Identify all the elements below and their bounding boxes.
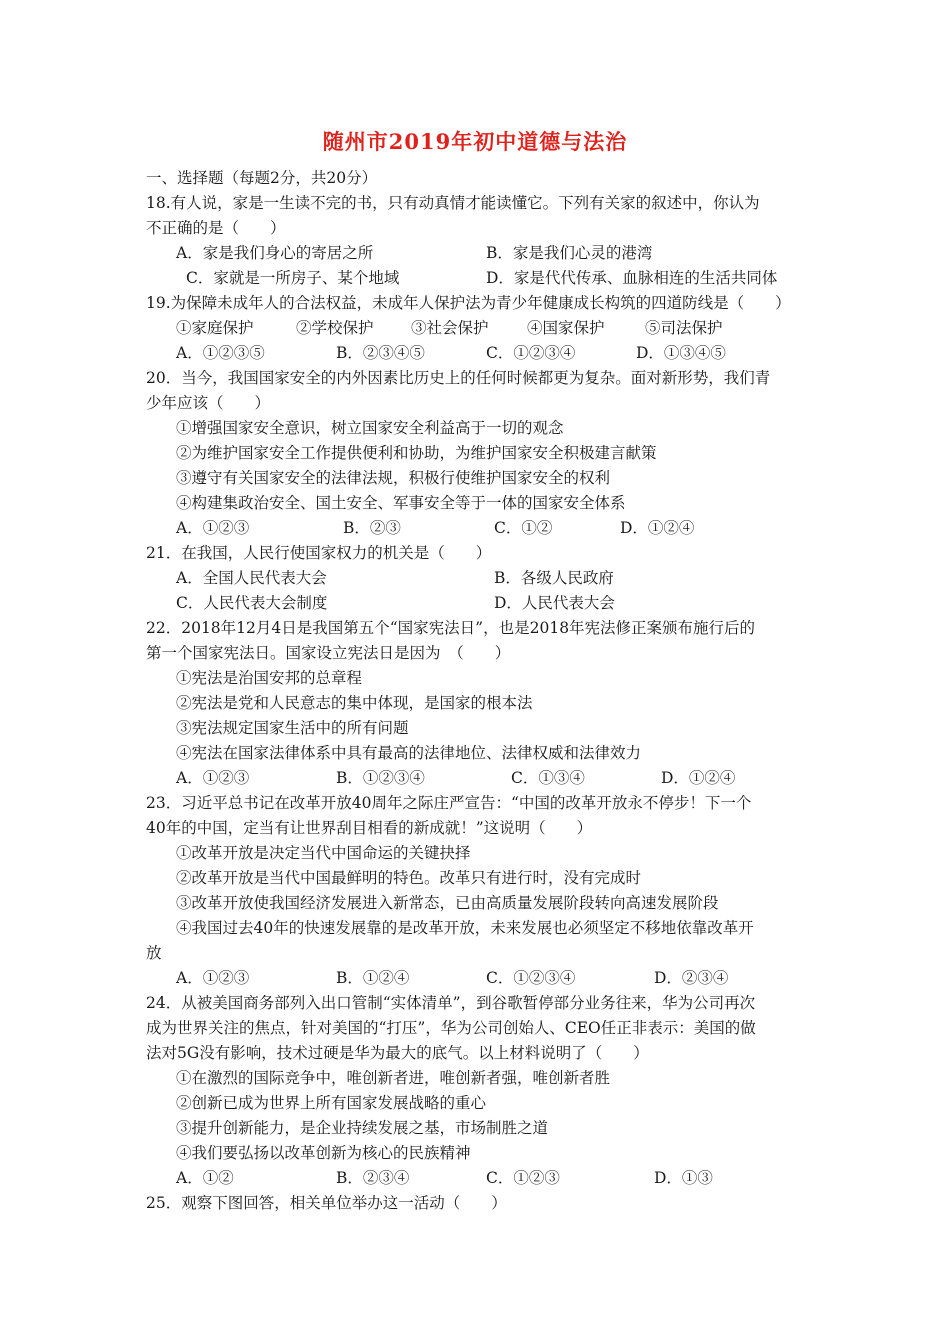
q23-option-b: B．①②④ [336,969,410,987]
q25-stem: 25．观察下图回答，相关单位举办这一活动（ ） [146,1194,507,1212]
q20-item-4: ④构建集政治安全、国土安全、军事安全等于一体的国家安全体系 [176,494,626,512]
q18-option-b: B．家是我们心灵的港湾 [486,244,653,262]
q21-option-a: A．全国人民代表大会 [176,569,327,587]
q22-stem-line-2: 第一个国家宪法日。国家设立宪法日是因为 （ ） [146,644,511,662]
q19-item-2: ②学校保护 [296,319,374,337]
q24-option-a: A．①② [176,1169,234,1187]
q21-option-d: D．人民代表大会 [494,594,615,612]
q24-option-c: C．①②③ [486,1169,560,1187]
q19-option-d: D．①③④⑤ [636,344,726,362]
q24-item-2: ②创新已成为世界上所有国家发展战略的重心 [176,1094,487,1112]
q19-option-c: C．①②③④ [486,344,576,362]
q22-stem-line-1: 22．2018年12月4日是我国第五个“国家宪法日”，也是2018年宪法修正案颁布施行后的 [146,619,756,637]
section-heading: 一、选择题（每题2分，共20分） [146,169,378,187]
q20-option-c: C．①② [494,519,553,537]
q23-stem-line-2: 40年的中国，定当有让世界刮目相看的新成就！”这说明（ ） [146,819,593,837]
q20-option-b: B．②③ [343,519,401,537]
q22-option-c: C．①③④ [511,769,585,787]
q18-stem-line-2: 不正确的是（ ） [146,219,286,237]
q20-item-2: ②为维护国家安全工作提供便利和协助，为维护国家安全积极建言献策 [176,444,657,462]
q23-item-3: ③改革开放使我国经济发展进入新常态，已由高质量发展阶段转向高速发展阶段 [176,894,719,912]
q20-stem-line-1: 20．当今，我国国家安全的内外因素比历史上的任何时候都更为复杂。面对新形势，我们青 [146,369,771,387]
q23-item-2: ②改革开放是当代中国最鲜明的特色。改革只有进行时，没有完成时 [176,869,642,887]
q23-option-c: C．①②③④ [486,969,576,987]
q23-stem-line-1: 23．习近平总书记在改革开放40周年之际庄严宣告：“中国的改革开放永不停步！下一个 [146,794,752,812]
q23-option-d: D．②③④ [654,969,729,987]
q24-stem-line-2: 成为世界关注的焦点，针对美国的“打压”，华为公司创始人、CEO任正非表示：美国的做 [146,1019,756,1037]
q18-option-a: A．家是我们身心的寄居之所 [176,244,374,262]
q21-option-b: B．各级人民政府 [494,569,614,587]
q19-option-a: A．①②③⑤ [176,344,265,362]
q19-item-1: ①家庭保护 [176,319,254,337]
q20-option-a: A．①②③ [176,519,250,537]
q19-item-4: ④国家保护 [527,319,605,337]
q22-item-1: ①宪法是治国安邦的总章程 [176,669,363,687]
q24-item-3: ③提升创新能力，是企业持续发展之基，市场制胜之道 [176,1119,549,1137]
q23-option-a: A．①②③ [176,969,250,987]
q24-stem-line-3: 法对5G没有影响，技术过硬是华为最大的底气。以上材料说明了（ ） [146,1044,649,1062]
q24-option-d: D．①③ [654,1169,713,1187]
q24-stem-line-1: 24．从被美国商务部列入出口管制“实体清单”，到谷歌暂停部分业务往来，华为公司再次 [146,994,756,1012]
q18-option-c: C．家就是一所房子、某个地域 [186,269,400,287]
q18-stem-line-1: 18.有人说，家是一生读不完的书，只有动真情才能读懂它。下列有关家的叙述中，你认为 [146,194,760,212]
q23-item-4-cont: 放 [146,944,162,962]
q20-option-d: D．①②④ [620,519,695,537]
q22-option-b: B．①②③④ [336,769,425,787]
q19-item-5: ⑤司法保护 [645,319,723,337]
q22-item-3: ③宪法规定国家生活中的所有问题 [176,719,409,737]
q22-item-4: ④宪法在国家法律体系中具有最高的法律地位、法律权威和法律效力 [176,744,642,762]
q22-item-2: ②宪法是党和人民意志的集中体现，是国家的根本法 [176,694,533,712]
q21-option-c: C．人民代表大会制度 [176,594,328,612]
q24-item-4: ④我们要弘扬以改革创新为核心的民族精神 [176,1144,471,1162]
q22-option-d: D．①②④ [661,769,736,787]
q24-item-1: ①在激烈的国际竞争中，唯创新者进，唯创新者强，唯创新者胜 [176,1069,611,1087]
q19-stem: 19.为保障未成年人的合法权益，未成年人保护法为青少年健康成长构筑的四道防线是（ ） [146,294,791,312]
q19-option-b: B．②③④⑤ [336,344,425,362]
q18-option-d: D．家是代代传承、血脉相连的生活共同体 [486,269,778,287]
q19-item-3: ③社会保护 [411,319,489,337]
page-title: 随州市2019年初中道德与法治 [322,129,628,154]
q22-option-a: A．①②③ [176,769,250,787]
q20-stem-line-2: 少年应该（ ） [146,394,271,412]
q23-item-1: ①改革开放是决定当代中国命运的关键抉择 [176,844,471,862]
q20-item-3: ③遵守有关国家安全的法律法规，积极行使维护国家安全的权利 [176,469,611,487]
q23-item-4: ④我国过去40年的快速发展靠的是改革开放，未来发展也必须坚定不移地依靠改革开 [176,919,754,937]
q21-stem: 21．在我国，人民行使国家权力的机关是（ ） [146,544,492,562]
q20-item-1: ①增强国家安全意识，树立国家安全利益高于一切的观念 [176,419,564,437]
q24-option-b: B．②③④ [336,1169,410,1187]
